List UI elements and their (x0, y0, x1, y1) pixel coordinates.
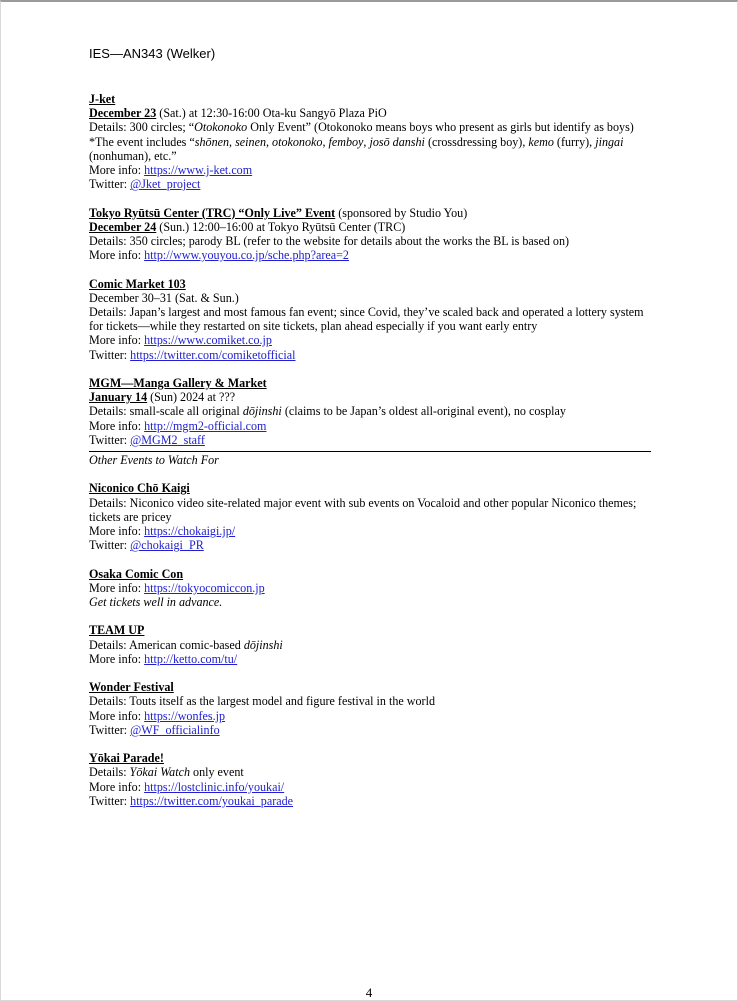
event-details-italic: dōjinshi (243, 637, 283, 652)
event-niconico (89, 481, 659, 552)
other-events-heading: Other Events to Watch For (89, 453, 219, 468)
event-date-detail: (Sun.) 12:00–16:00 at Tokyo Ryūtsū Center (TRC) (156, 219, 406, 234)
more-info-label: More info: (89, 651, 145, 666)
italic-term: femboy (328, 134, 364, 149)
event-team-up (89, 623, 659, 666)
twitter-link[interactable]: @chokaigi_PR (130, 538, 204, 553)
italic-term: josō danshi (369, 134, 425, 149)
twitter-link[interactable]: @WF_officialinfo (130, 722, 220, 737)
event-title: MGM—Manga Gallery & Market (89, 376, 267, 391)
italic-term: otokonoko (272, 134, 323, 149)
twitter-label: Twitter: (89, 177, 131, 192)
event-details-rest: only event (190, 765, 244, 780)
event-details: Details: Touts itself as the largest model and figure festival in the world (89, 694, 435, 709)
event-osaka-comic-con (89, 567, 659, 610)
more-info-link[interactable]: https://www.comiket.co.jp (144, 333, 272, 348)
event-date: January 14 (89, 390, 148, 405)
event-details-rest: (claims to be Japan’s oldest all-original event), no cosplay (281, 404, 566, 419)
twitter-label: Twitter: (89, 722, 131, 737)
more-info-label: More info: (89, 333, 145, 348)
event-jket (89, 92, 659, 191)
event-details: Details: Niconico video site-related major event with sub events on Vocaloid and other popular Niconico themes; tickets are pricey (89, 495, 637, 524)
event-details-italic: Yōkai Watch (129, 765, 190, 780)
event-title: Niconico Chō Kaigi (89, 481, 190, 496)
more-info-label: More info: (89, 708, 145, 723)
event-details: Details: small-scale all original (89, 404, 243, 419)
more-info-link[interactable]: http://mgm2-official.com (144, 418, 267, 433)
event-details-italic: dōjinshi (242, 404, 282, 419)
event-title-note: (sponsored by Studio You) (335, 205, 468, 220)
text-run: *The event includes “ (89, 134, 195, 149)
event-comic-market (89, 277, 659, 362)
document-header: IES—AN343 (Welker) (89, 46, 216, 61)
more-info-link[interactable]: https://wonfes.jp (144, 708, 226, 723)
event-date: December 30–31 (Sat. & Sun.) (89, 290, 239, 305)
text-run: (furry), (553, 134, 596, 149)
text-run: , (322, 134, 329, 149)
more-info-label: More info: (89, 779, 145, 794)
more-info-label: More info: (89, 163, 145, 178)
event-details: Details: 350 circles; parody BL (refer to the website for details about the works the BL is based on) (89, 234, 570, 249)
twitter-link[interactable]: https://twitter.com/youkai_parade (130, 793, 294, 808)
event-details-italic: Otokonoko (194, 120, 248, 135)
twitter-label: Twitter: (89, 432, 131, 447)
event-date-detail: (Sun) 2024 at ??? (147, 390, 236, 405)
more-info-label: More info: (89, 418, 145, 433)
twitter-label: Twitter: (89, 347, 131, 362)
more-info-link[interactable]: http://www.youyou.co.jp/sche.php?area=2 (144, 248, 349, 263)
event-details: Details: American comic-based (89, 637, 244, 652)
event-mgm (89, 376, 659, 447)
text-run: (nonhuman), etc.” (89, 148, 177, 163)
event-details-rest: Only Event” (Otokonoko means boys who present as girls but identify as boys) (247, 120, 634, 135)
twitter-label: Twitter: (89, 538, 131, 553)
event-includes (89, 135, 659, 163)
text-run: , (363, 134, 370, 149)
event-date: December 23 (89, 106, 157, 121)
italic-term: seinen (235, 134, 266, 149)
event-details: Details: 300 circles; “ (89, 120, 195, 135)
event-wonder-festival (89, 680, 659, 737)
twitter-link[interactable]: @MGM2_staff (130, 432, 205, 447)
more-info-label: More info: (89, 580, 145, 595)
italic-term: kemo (528, 134, 554, 149)
event-title: Tokyo Ryūtsū Center (TRC) “Only Live” Event (89, 205, 336, 220)
text-run: (crossdressing boy), (424, 134, 529, 149)
event-trc (89, 206, 659, 263)
text-run: , (229, 134, 236, 149)
more-info-label: More info: (89, 524, 145, 539)
section-divider (89, 451, 651, 452)
event-title: Wonder Festival (89, 680, 174, 695)
page-number: 4 (365, 985, 373, 1000)
more-info-link[interactable]: https://chokaigi.jp/ (144, 524, 236, 539)
more-info-link[interactable]: http://ketto.com/tu/ (144, 651, 238, 666)
event-title: Yōkai Parade! (89, 751, 164, 766)
event-title: J-ket (89, 92, 116, 106)
twitter-link[interactable]: https://twitter.com/comiketofficial (130, 347, 296, 362)
more-info-link[interactable]: https://tokyocomiccon.jp (144, 580, 265, 595)
event-title: Comic Market 103 (89, 276, 186, 291)
event-details: Details: (89, 765, 130, 780)
event-title: TEAM UP (89, 623, 145, 638)
event-note: Get tickets well in advance. (89, 595, 223, 610)
document-body (89, 92, 659, 822)
more-info-link[interactable]: https://lostclinic.info/youkai/ (144, 779, 285, 794)
event-title: Osaka Comic Con (89, 566, 184, 581)
event-yokai-parade (89, 751, 659, 808)
more-info-label: More info: (89, 248, 145, 263)
event-details: Details: Japan’s largest and most famous fan event; since Covid, they’ve scaled back and operated a lottery system for tickets—while they restarted on site tickets, plan ahead especially if you want early entry (89, 305, 644, 334)
twitter-link[interactable]: @Jket_project (130, 177, 201, 192)
event-date-detail: (Sat.) at 12:30‑16:00 Ota-ku Sangyō Plaza PiO (156, 106, 387, 121)
more-info-link[interactable]: https://www.j-ket.com (144, 163, 253, 178)
twitter-label: Twitter: (89, 793, 131, 808)
event-date: December 24 (89, 219, 157, 234)
italic-term: jingai (595, 134, 624, 149)
text-run: , (266, 134, 273, 149)
italic-term: shōnen (194, 134, 230, 149)
